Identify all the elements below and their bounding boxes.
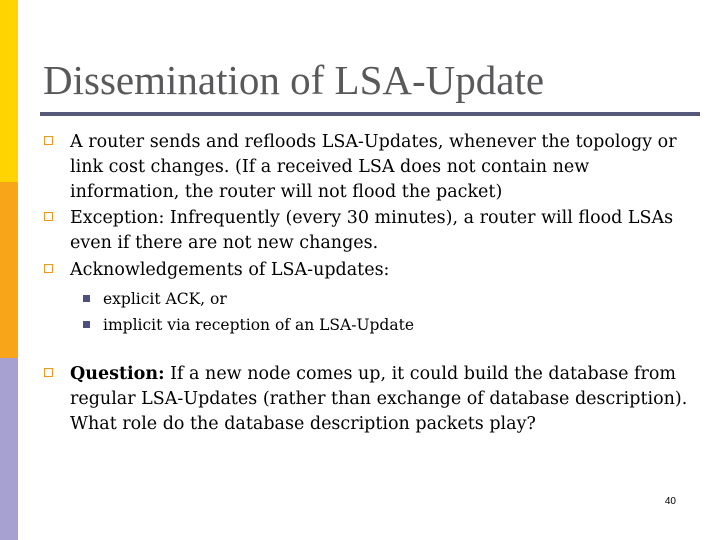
sub-bullet-text: explicit ACK, or	[103, 290, 227, 308]
hollow-square-bullet-icon	[44, 368, 53, 377]
side-bar-purple	[0, 358, 18, 540]
hollow-square-bullet-icon	[44, 212, 53, 221]
hollow-square-bullet-icon	[44, 136, 53, 145]
bullet-item	[70, 206, 690, 256]
bullet-text: Acknowledgements of LSA-updates:	[70, 260, 390, 280]
bullet-item	[70, 258, 690, 283]
sub-bullet-item	[103, 289, 683, 309]
sub-bullet-text: implicit via reception of an LSA-Update	[103, 316, 414, 334]
slide-title: Dissemination of LSA-Update	[43, 57, 545, 103]
question-label: Question:	[70, 364, 165, 384]
hollow-square-bullet-icon	[44, 264, 53, 273]
question-bullet	[70, 362, 690, 437]
side-bar-orange	[0, 182, 18, 358]
question-text: If a new node comes up, it could build the database from regular LSA-Updates (rather than exchange of database description). What role do the database description packets play?	[70, 364, 688, 434]
sub-bullet-item	[103, 315, 683, 335]
title-underline	[40, 112, 700, 116]
filled-square-bullet-icon	[83, 295, 90, 302]
page-number: 40	[664, 496, 676, 507]
filled-square-bullet-icon	[83, 321, 90, 328]
bullet-item	[70, 130, 690, 205]
bullet-text: A router sends and refloods LSA-Updates, whenever the topology or link cost changes. (If a received LSA does not contain new information, the router will not flood the packet)	[70, 132, 677, 202]
bullet-text: Exception: Infrequently (every 30 minutes), a router will flood LSAs even if there are not new changes.	[70, 208, 674, 253]
side-bar-yellow	[0, 0, 18, 182]
